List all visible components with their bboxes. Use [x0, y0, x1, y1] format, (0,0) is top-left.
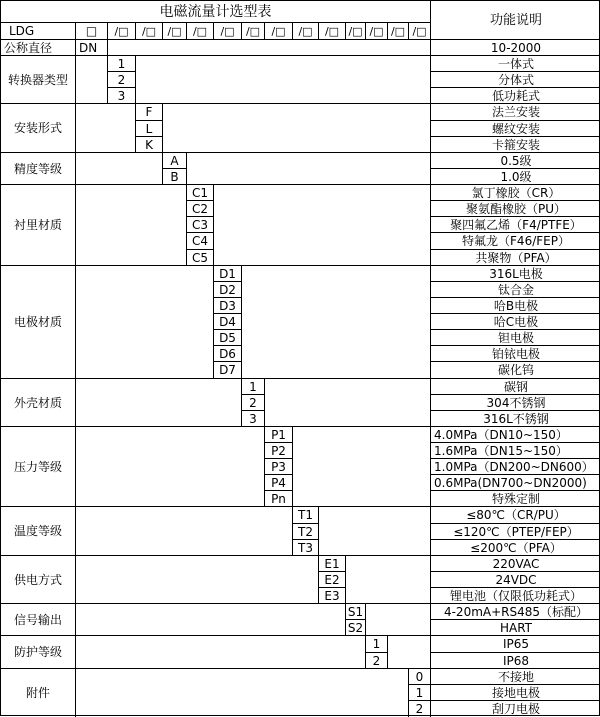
- code-cell: C3: [187, 217, 214, 233]
- category-label: 外壳材质: [1, 379, 76, 427]
- code-cell: A: [163, 153, 187, 169]
- model-slot: /□: [319, 23, 346, 40]
- function-cell: 锂电池（仅限低功耗式）: [431, 588, 600, 604]
- model-slot: /□: [265, 23, 293, 40]
- function-cell: 0.5级: [431, 153, 600, 169]
- category-label: 防护等级: [1, 636, 76, 669]
- category-gap: [76, 604, 346, 636]
- code-cell: 1: [409, 685, 431, 701]
- function-cell: 1.6MPa（DN15~150）: [431, 443, 600, 459]
- category-label: 电极材质: [1, 266, 76, 379]
- function-cell: 一体式: [431, 56, 600, 72]
- function-cell: ≤200℃（PFA）: [431, 540, 600, 556]
- code-cell: B: [163, 169, 187, 185]
- model-slot: /□: [108, 23, 136, 40]
- category-gap: [76, 266, 214, 379]
- model-slot: /□: [242, 23, 265, 40]
- category-gap: [346, 556, 431, 604]
- code-cell: 1: [108, 56, 136, 72]
- code-cell: 2: [409, 701, 431, 717]
- category-gap: [76, 556, 319, 604]
- code-cell: C5: [187, 250, 214, 266]
- code-cell: D6: [214, 346, 242, 362]
- category-gap: [76, 185, 187, 266]
- category-gap: [163, 104, 431, 153]
- category-gap: [214, 185, 431, 266]
- category-gap: [293, 427, 431, 507]
- code-cell: 0: [409, 669, 431, 685]
- function-cell: 聚氨酯橡胶（PU）: [431, 201, 600, 217]
- category-gap: [76, 636, 366, 669]
- code-cell: P3: [265, 459, 293, 475]
- code-cell: 3: [108, 88, 136, 104]
- function-cell: 4-20mA+RS485（标配）: [431, 604, 600, 620]
- category-label: 信号输出: [1, 604, 76, 636]
- category-label: 供电方式: [1, 556, 76, 604]
- code-cell: 2: [242, 395, 265, 411]
- category-label: 衬里材质: [1, 185, 76, 266]
- function-cell: 0.6MPa(DN700~DN2000): [431, 475, 600, 491]
- code-cell: P1: [265, 427, 293, 443]
- table-title: 电磁流量计选型表: [1, 1, 431, 23]
- function-cell: 哈C电极: [431, 314, 600, 330]
- model-first-box: □: [76, 23, 108, 40]
- model-slot: /□: [293, 23, 319, 40]
- function-cell: 特殊定制: [431, 491, 600, 507]
- code-cell: P2: [265, 443, 293, 459]
- function-cell: IP68: [431, 653, 600, 669]
- code-cell: F: [136, 104, 163, 121]
- model-slot: /□: [409, 23, 431, 40]
- function-cell: 1.0级: [431, 169, 600, 185]
- function-cell: ≤120℃（PTEP/FEP）: [431, 524, 600, 540]
- code-cell: 2: [108, 72, 136, 88]
- code-cell: E3: [319, 588, 346, 604]
- code-cell: T2: [293, 524, 319, 540]
- category-gap: [265, 379, 431, 427]
- model-slot: /□: [366, 23, 388, 40]
- code-cell: P4: [265, 475, 293, 491]
- code-cell: 1: [242, 379, 265, 395]
- function-cell: 316L电极: [431, 266, 600, 282]
- function-cell: 1.0MPa（DN200~DN600）: [431, 459, 600, 475]
- model-slot: /□: [346, 23, 366, 40]
- function-cell: 法兰安装: [431, 104, 600, 121]
- code-cell: T3: [293, 540, 319, 556]
- code-cell: C2: [187, 201, 214, 217]
- code-cell: 1: [366, 636, 388, 653]
- function-cell: 刮刀电极: [491, 702, 540, 716]
- code-cell: C1: [187, 185, 214, 201]
- category-gap: [76, 153, 163, 185]
- category-label: 压力等级: [1, 427, 76, 507]
- model-slot: /□: [136, 23, 163, 40]
- category-gap: [136, 56, 431, 104]
- function-cell: 螺纹安装: [431, 121, 600, 137]
- category-gap: [108, 40, 431, 56]
- function-cell: 特氟龙（F46/FEP）: [431, 233, 600, 250]
- code-cell: 3: [242, 411, 265, 427]
- code-cell: T1: [293, 507, 319, 524]
- code-cell: E1: [319, 556, 346, 572]
- model-slot: /□: [187, 23, 214, 40]
- function-cell: 卡箍安装: [431, 137, 600, 153]
- category-label: 安装形式: [1, 104, 76, 153]
- category-gap: [187, 153, 431, 185]
- function-cell: 220VAC: [431, 556, 600, 572]
- category-gap: [76, 507, 293, 556]
- code-cell: D5: [214, 330, 242, 346]
- function-cell: 碳钢: [431, 379, 600, 395]
- code-cell: S1: [346, 604, 366, 620]
- category-gap: [76, 379, 242, 427]
- function-cell: 分体式: [431, 72, 600, 88]
- function-cell: 316L不锈钢: [431, 411, 600, 427]
- function-cell: HART: [431, 620, 600, 636]
- category-label: 公称直径: [1, 40, 76, 56]
- model-slot: /□: [214, 23, 242, 40]
- code-cell: 2: [366, 653, 388, 669]
- function-cell: 氯丁橡胶（CR）: [431, 185, 600, 201]
- function-cell: 低功耗式: [431, 88, 600, 104]
- function-cell: 聚四氟乙烯（F4/PTFE）: [431, 217, 600, 233]
- code-cell: E2: [319, 572, 346, 588]
- function-cell: ≤80℃（CR/PU）: [431, 507, 600, 524]
- function-cell: 钛合金: [431, 282, 600, 298]
- code-cell: D3: [214, 298, 242, 314]
- code-cell: C4: [187, 233, 214, 250]
- function-cell: 不接地: [431, 669, 600, 685]
- model-slot: /□: [163, 23, 187, 40]
- function-cell: 10-2000: [431, 40, 600, 56]
- category-gap: [388, 636, 431, 669]
- category-gap: [319, 507, 431, 556]
- category-label: 精度等级: [1, 153, 76, 185]
- function-cell: 哈B电极: [431, 298, 600, 314]
- code-cell: D2: [214, 282, 242, 298]
- code-cell: S2: [346, 620, 366, 636]
- category-label: 温度等级: [1, 507, 76, 556]
- category-gap: [76, 104, 136, 153]
- category-label: 转换器类型: [1, 56, 76, 104]
- category-label: 附件: [1, 669, 76, 717]
- category-gap: [76, 56, 108, 104]
- code-cell: DN: [76, 40, 108, 56]
- category-gap: [242, 266, 431, 379]
- code-cell: K: [136, 137, 163, 153]
- function-cell: 钽电极: [431, 330, 600, 346]
- code-cell: D4: [214, 314, 242, 330]
- model-slot: /□: [388, 23, 409, 40]
- code-cell: D1: [214, 266, 242, 282]
- function-cell: 接地电极: [431, 685, 600, 701]
- function-cell: 铂铱电极: [431, 346, 600, 362]
- function-cell: 4.0MPa（DN10~150）: [431, 427, 600, 443]
- code-cell: L: [136, 121, 163, 137]
- function-cell: IP65: [431, 636, 600, 653]
- category-gap: [366, 604, 431, 636]
- function-cell: 碳化钨: [431, 362, 600, 379]
- function-cell: 24VDC: [431, 572, 600, 588]
- function-cell: 304不锈钢: [431, 395, 600, 411]
- code-cell: D7: [214, 362, 242, 379]
- category-gap: [76, 427, 265, 507]
- function-column-header: 功能说明: [431, 1, 600, 40]
- category-gap: [76, 669, 409, 717]
- model-prefix: LDG: [1, 23, 76, 40]
- function-cell: 共聚物（PFA）: [431, 250, 600, 266]
- code-cell: Pn: [265, 491, 293, 507]
